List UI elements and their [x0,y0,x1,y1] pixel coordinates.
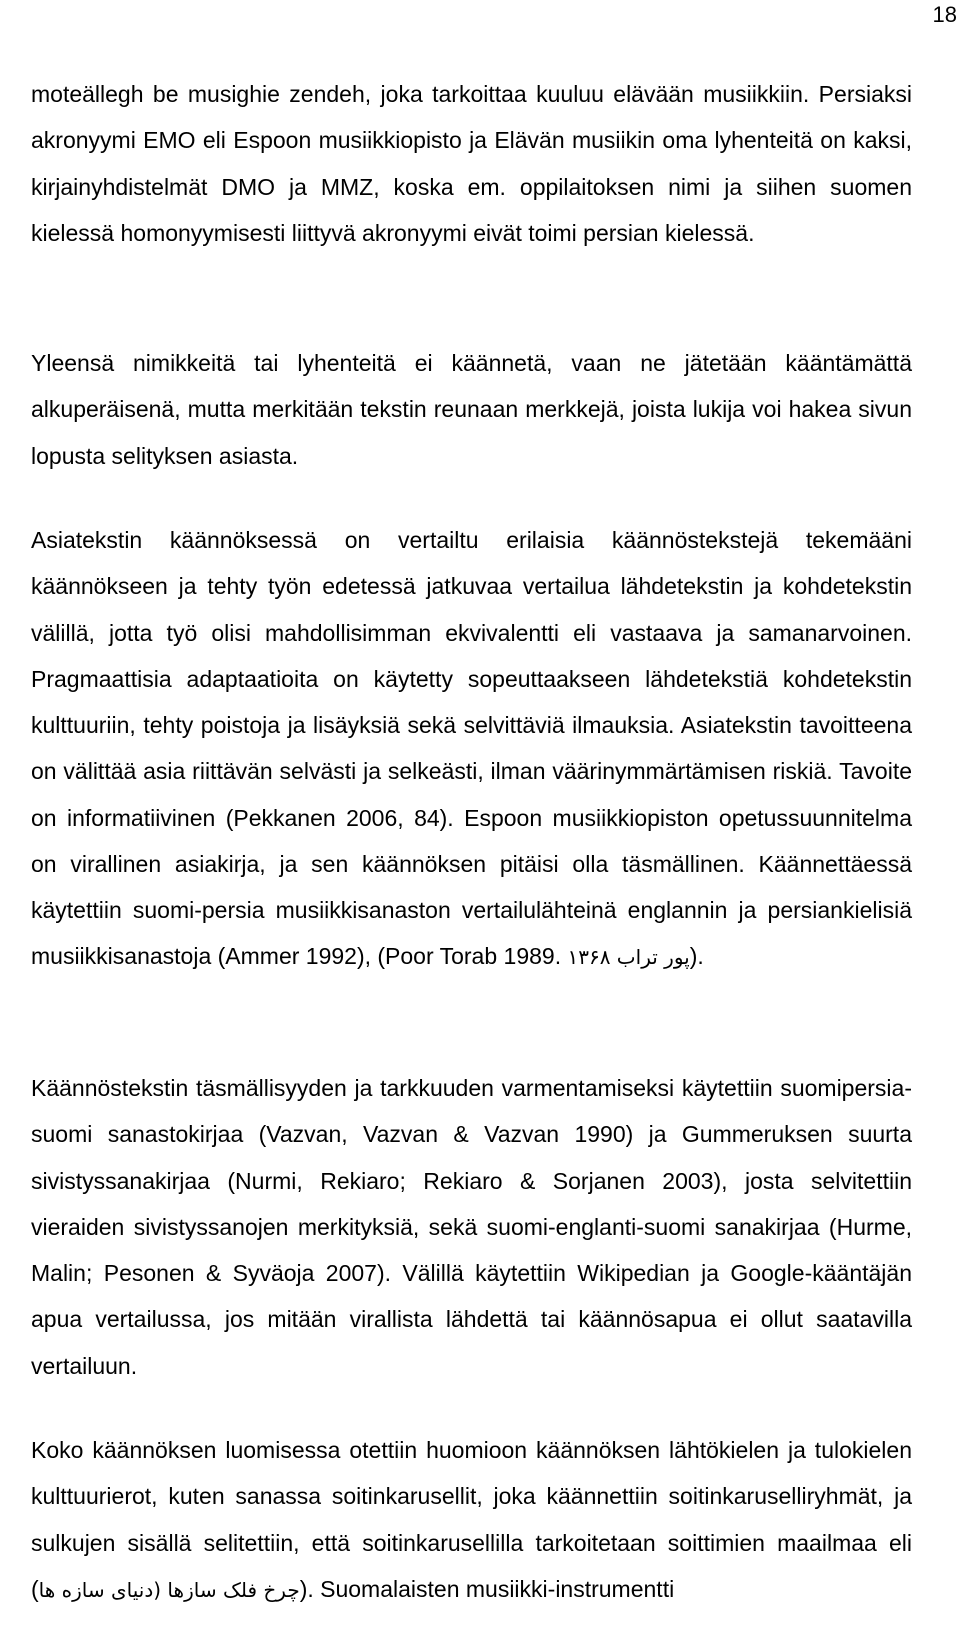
paragraph-3-text: Asiatekstin käännöksessä on vertailtu erilaisia käännöstekstejä tekemääni käännökseen ja tehty työn edetessä jatkuvaa vertailua lähdetekstin ja kohdetekstin välillä, jotta työ olisi mahdollisimman ekvivalentti eli vastaava ja samanarvoinen. Pragmaattisia adaptaatioita on käytetty sopeuttaakseen lähdetekstiä kohdetekstin kulttuuriin, tehty poistoja ja lisäyksiä sekä selvittäviä ilmauksia. Asiatekstin tavoitteena on välittää asia riittävän selvästi ja selkeästi, ilman väärinymmärtämisen riskiä. Tavoite on informatiivinen (Pekkanen 2006, 84). Espoon musiikkiopiston opetussuunnitelma on virallinen asiakirja, ja sen käännöksen pitäisi olla täsmällinen. Käännettäessä käytettiin suomi-persia musiikkisanaston vertailulähteinä englannin ja persiankielisiä musiikkisanastoja (Ammer 1992), (Poor Torab 1989. [31,527,912,970]
paragraph-4: Käännöstekstin täsmällisyyden ja tarkkuuden varmentamiseksi käytettiin suomipersia-suomi sanastokirjaa (Vazvan, Vazvan & Vazvan 1990) ja Gummeruksen suurta sivistyssanakirjaa (Nurmi, Rekiaro; Rekiaro & Sorjanen 2003), josta selvitettiin vieraiden sivistyssanojen merkityksiä, sekä suomi-englanti-suomi sanakirjaa (Hurme, Malin; Pesonen & Syväoja 2007). Välillä käytettiin Wikipedian ja Google-kääntäjän apua vertailussa, jos mitään virallista lähdettä tai käännösapua ei ollut saatavilla vertailuun. [31,1075,912,1379]
paragraph-5-text: Koko käännöksen luomisessa otettiin huomioon käännöksen lähtökielen ja tulokielen kulttuurierot, kuten sanassa soitinkarusellit, joka käännettiin soitinkaruselliryhmät, ja sulkujen sisällä selitettiin, että soitinkarusellilla tarkoitetaan soittimien maailmaa eli ( [31,1437,912,1602]
paragraph-2: Yleensä nimikkeitä tai lyhenteitä ei käännetä, vaan ne jätetään kääntämättä alkuperäisenä, mutta merkitään tekstin reunaan merkkejä, joista lukija voi hakea sivun lopusta selityksen asiasta. [31,350,912,469]
page-number: 18 [932,2,957,27]
persian-citation: پور تراب ۱۳۶۸ [567,945,690,970]
paragraph-3-closing: ). [689,943,704,970]
paragraph-5 [31,1427,912,1613]
paragraph-3 [31,517,912,981]
persian-term: چرخ فلک سازها (دنیای سازه ها [38,1577,300,1602]
paragraph-5-continuation: ). Suomalaisten musiikki-instrumentti [299,1575,675,1602]
paragraph-1: moteällegh be musighie zendeh, joka tarkoittaa kuuluu elävään musiikkiin. Persiaksi akronyymi EMO eli Espoon musiikkiopisto ja Elävän musiikin oma lyhenteitä on kaksi, kirjainyhdistelmät DMO ja MMZ, koska em. oppilaitoksen nimi ja siihen suomen kielessä homonyymisesti liittyvä akronyymi eivät toimi persian kielessä. [31,81,912,246]
